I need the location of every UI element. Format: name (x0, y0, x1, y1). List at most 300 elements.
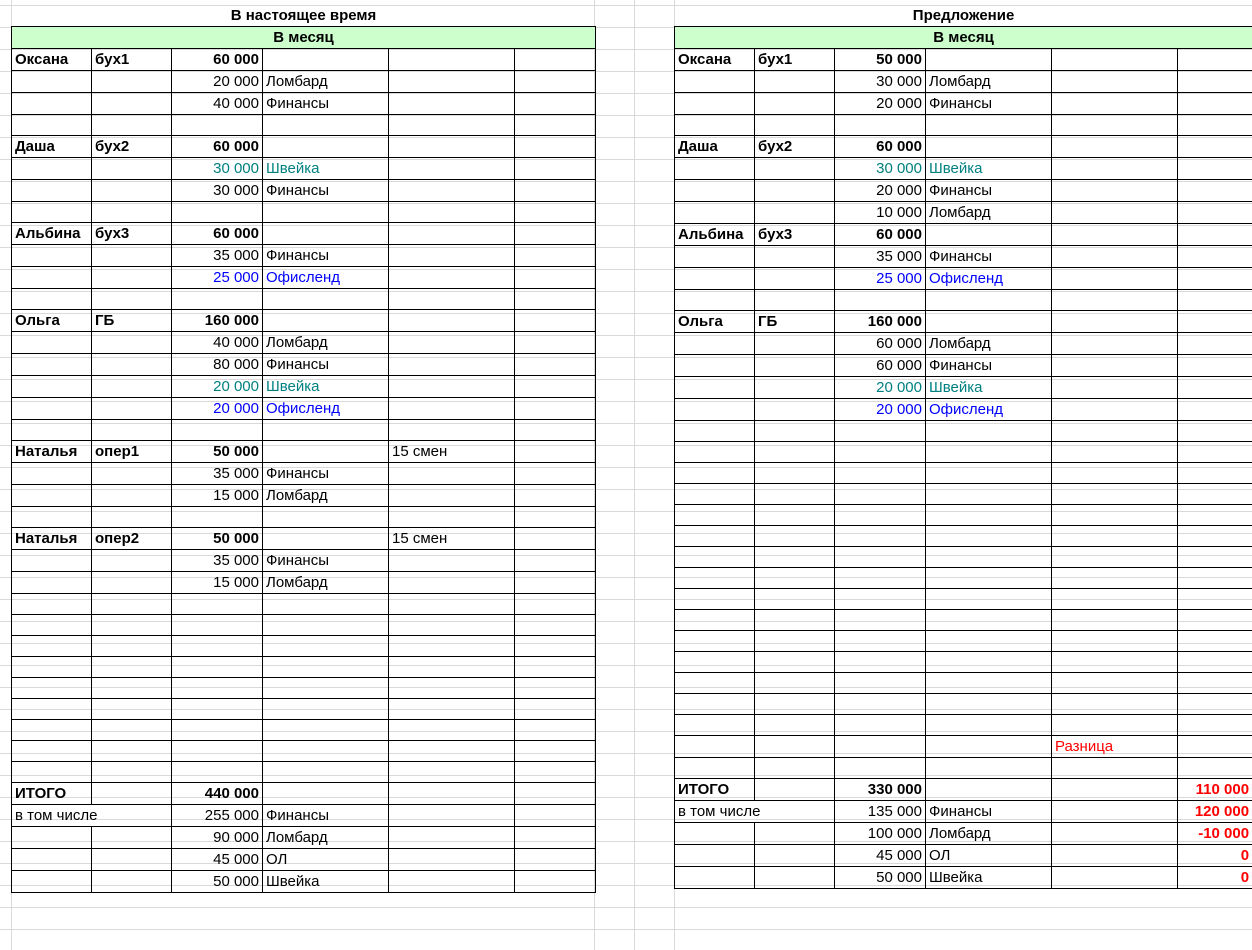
cell-d[interactable] (926, 115, 1052, 136)
cell-d[interactable] (926, 758, 1052, 779)
cell-d[interactable] (926, 631, 1052, 652)
cell-c[interactable] (172, 115, 263, 136)
cell-f[interactable] (515, 615, 596, 636)
cell-a[interactable] (675, 526, 755, 547)
cell-c[interactable]: 45 000 (835, 845, 926, 867)
cell-e[interactable] (1052, 631, 1178, 652)
cell-e[interactable] (389, 657, 515, 678)
cell-e[interactable] (1052, 652, 1178, 673)
cell-f[interactable] (1178, 526, 1252, 547)
cell-c[interactable]: 40 000 (172, 332, 263, 354)
cell-a[interactable] (12, 71, 92, 93)
cell-a[interactable]: ИТОГО (12, 783, 92, 805)
cell-e[interactable] (1052, 801, 1178, 823)
cell-c[interactable]: 30 000 (172, 180, 263, 202)
cell-c[interactable]: 255 000 (172, 805, 263, 827)
cell-f[interactable] (1178, 246, 1252, 268)
cell-d[interactable]: Финансы (263, 93, 389, 115)
cell-e[interactable] (389, 245, 515, 267)
cell-d[interactable]: Финансы (926, 355, 1052, 377)
cell-c[interactable] (835, 568, 926, 589)
cell-a[interactable] (675, 290, 755, 311)
cell-b[interactable]: бух2 (755, 136, 835, 158)
cell-c[interactable] (835, 631, 926, 652)
cell-a[interactable] (12, 398, 92, 420)
cell-c[interactable] (835, 736, 926, 758)
cell-e[interactable] (1052, 589, 1178, 610)
cell-e[interactable] (1052, 694, 1178, 715)
cell-b[interactable] (755, 158, 835, 180)
cell-d[interactable]: Швейка (926, 867, 1052, 889)
cell-f[interactable] (1178, 652, 1252, 673)
cell-a[interactable] (675, 589, 755, 610)
cell-e[interactable] (389, 310, 515, 332)
cell-f[interactable] (515, 783, 596, 805)
cell-b[interactable] (755, 779, 835, 801)
cell-a[interactable] (12, 720, 92, 741)
cell-c[interactable]: 60 000 (835, 136, 926, 158)
cell-e[interactable] (1052, 246, 1178, 268)
cell-f[interactable] (515, 762, 596, 783)
cell-b[interactable] (755, 694, 835, 715)
cell-f[interactable] (1178, 180, 1252, 202)
cell-d[interactable]: Офисленд (263, 398, 389, 420)
cell-d[interactable] (926, 224, 1052, 246)
cell-a[interactable] (675, 71, 755, 93)
cell-b[interactable] (92, 332, 172, 354)
cell-b[interactable]: ГБ (755, 311, 835, 333)
cell-d[interactable] (263, 507, 389, 528)
cell-c[interactable] (172, 202, 263, 223)
cell-e[interactable] (389, 158, 515, 180)
cell-b[interactable] (92, 741, 172, 762)
cell-c[interactable] (172, 594, 263, 615)
cell-d[interactable] (263, 636, 389, 657)
cell-c[interactable] (835, 115, 926, 136)
cell-c[interactable]: 50 000 (172, 528, 263, 550)
cell-e[interactable] (389, 289, 515, 310)
cell-e[interactable] (1052, 779, 1178, 801)
cell-c[interactable] (172, 657, 263, 678)
cell-b[interactable] (755, 71, 835, 93)
cell-c[interactable] (835, 421, 926, 442)
cell-b[interactable] (92, 849, 172, 871)
cell-e[interactable] (1052, 526, 1178, 547)
cell-a[interactable] (675, 736, 755, 758)
cell-b[interactable] (92, 657, 172, 678)
cell-d[interactable]: Швейка (926, 377, 1052, 399)
cell-c[interactable] (835, 758, 926, 779)
cell-b[interactable] (92, 71, 172, 93)
cell-e[interactable] (389, 550, 515, 572)
cell-a[interactable] (12, 699, 92, 720)
cell-b[interactable] (755, 355, 835, 377)
cell-e[interactable] (389, 507, 515, 528)
cell-f[interactable] (1178, 568, 1252, 589)
cell-d[interactable]: Финансы (263, 550, 389, 572)
cell-c[interactable] (835, 442, 926, 463)
cell-c[interactable] (172, 699, 263, 720)
cell-a[interactable] (12, 615, 92, 636)
cell-e[interactable] (1052, 845, 1178, 867)
cell-e[interactable]: Разница (1052, 736, 1178, 758)
cell-e[interactable] (1052, 290, 1178, 311)
cell-d[interactable] (263, 678, 389, 699)
cell-d[interactable]: Ломбард (263, 485, 389, 507)
cell-e[interactable] (389, 699, 515, 720)
cell-b[interactable] (755, 610, 835, 631)
cell-c[interactable] (835, 715, 926, 736)
cell-a[interactable] (675, 867, 755, 889)
cell-f[interactable] (1178, 202, 1252, 224)
cell-d[interactable] (263, 762, 389, 783)
cell-c[interactable] (835, 463, 926, 484)
cell-e[interactable] (1052, 333, 1178, 355)
cell-e[interactable] (389, 720, 515, 741)
cell-b[interactable] (92, 485, 172, 507)
cell-e[interactable] (1052, 93, 1178, 115)
cell-d[interactable]: Финансы (926, 180, 1052, 202)
cell-b[interactable] (755, 333, 835, 355)
cell-b[interactable] (92, 720, 172, 741)
cell-b[interactable] (755, 867, 835, 889)
cell-b[interactable] (92, 762, 172, 783)
cell-b[interactable] (755, 180, 835, 202)
cell-c[interactable]: 330 000 (835, 779, 926, 801)
cell-b[interactable] (755, 484, 835, 505)
cell-a[interactable] (675, 463, 755, 484)
cell-a[interactable] (12, 762, 92, 783)
cell-a[interactable] (12, 741, 92, 762)
cell-b[interactable] (755, 246, 835, 268)
cell-b[interactable]: опер1 (92, 441, 172, 463)
cell-a[interactable] (675, 421, 755, 442)
cell-b[interactable] (755, 268, 835, 290)
cell-c[interactable]: 60 000 (835, 224, 926, 246)
cell-f[interactable] (515, 267, 596, 289)
cell-a[interactable] (675, 505, 755, 526)
cell-a[interactable] (675, 442, 755, 463)
cell-d[interactable]: Ломбард (926, 202, 1052, 224)
cell-a[interactable]: Оксана (675, 49, 755, 71)
cell-c[interactable]: 10 000 (835, 202, 926, 224)
cell-d[interactable]: Финансы (263, 463, 389, 485)
cell-a[interactable] (675, 484, 755, 505)
cell-b[interactable] (755, 442, 835, 463)
cell-f[interactable] (515, 354, 596, 376)
cell-e[interactable] (389, 267, 515, 289)
cell-f[interactable] (515, 827, 596, 849)
cell-f[interactable] (515, 463, 596, 485)
cell-b[interactable] (755, 547, 835, 568)
cell-e[interactable] (389, 805, 515, 827)
cell-b[interactable] (92, 376, 172, 398)
cell-d[interactable]: ОЛ (263, 849, 389, 871)
cell-a[interactable] (12, 550, 92, 572)
cell-d[interactable] (263, 202, 389, 223)
cell-e[interactable] (389, 136, 515, 158)
cell-d[interactable] (263, 741, 389, 762)
cell-d[interactable] (926, 49, 1052, 71)
cell-f[interactable] (515, 158, 596, 180)
cell-d[interactable] (926, 694, 1052, 715)
cell-a[interactable]: Ольга (675, 311, 755, 333)
cell-a[interactable] (675, 673, 755, 694)
cell-c[interactable] (172, 636, 263, 657)
cell-d[interactable] (926, 463, 1052, 484)
cell-b[interactable]: опер2 (92, 528, 172, 550)
cell-d[interactable] (263, 310, 389, 332)
cell-d[interactable]: Ломбард (926, 333, 1052, 355)
cell-e[interactable] (389, 420, 515, 441)
cell-a[interactable]: Альбина (12, 223, 92, 245)
cell-e[interactable] (389, 354, 515, 376)
cell-f[interactable] (515, 115, 596, 136)
cell-e[interactable] (389, 49, 515, 71)
cell-d[interactable] (926, 589, 1052, 610)
cell-b[interactable] (755, 377, 835, 399)
cell-c[interactable]: 135 000 (835, 801, 926, 823)
cell-a[interactable] (675, 355, 755, 377)
cell-f[interactable] (1178, 442, 1252, 463)
cell-e[interactable] (1052, 224, 1178, 246)
cell-a[interactable] (12, 376, 92, 398)
cell-c[interactable] (835, 547, 926, 568)
cell-b[interactable] (92, 420, 172, 441)
cell-c[interactable] (835, 290, 926, 311)
cell-f[interactable] (515, 550, 596, 572)
cell-a[interactable]: Оксана (12, 49, 92, 71)
cell-d[interactable] (926, 547, 1052, 568)
cell-e[interactable] (1052, 715, 1178, 736)
cell-b[interactable]: бух3 (92, 223, 172, 245)
cell-d[interactable]: Ломбард (926, 71, 1052, 93)
cell-d[interactable]: Швейка (926, 158, 1052, 180)
cell-c[interactable] (172, 720, 263, 741)
cell-b[interactable] (92, 594, 172, 615)
cell-d[interactable]: Швейка (263, 871, 389, 893)
cell-e[interactable] (1052, 610, 1178, 631)
cell-d[interactable] (926, 484, 1052, 505)
cell-e[interactable] (389, 594, 515, 615)
cell-a[interactable] (675, 845, 755, 867)
cell-d[interactable]: Офисленд (926, 268, 1052, 290)
cell-d[interactable] (926, 610, 1052, 631)
cell-c[interactable] (172, 678, 263, 699)
cell-f[interactable] (1178, 589, 1252, 610)
cell-b[interactable] (755, 758, 835, 779)
cell-b[interactable] (92, 289, 172, 310)
cell-c[interactable]: 90 000 (172, 827, 263, 849)
cell-f[interactable]: 110 000 (1178, 779, 1252, 801)
cell-f[interactable] (515, 398, 596, 420)
cell-c[interactable] (172, 507, 263, 528)
cell-e[interactable] (389, 849, 515, 871)
cell-a[interactable] (12, 849, 92, 871)
cell-a[interactable] (12, 871, 92, 893)
cell-b[interactable] (92, 202, 172, 223)
cell-b[interactable] (92, 93, 172, 115)
cell-f[interactable] (515, 849, 596, 871)
cell-a[interactable] (12, 463, 92, 485)
cell-a[interactable] (12, 267, 92, 289)
cell-e[interactable] (389, 485, 515, 507)
cell-f[interactable]: 0 (1178, 845, 1252, 867)
cell-b[interactable] (755, 421, 835, 442)
cell-e[interactable] (1052, 505, 1178, 526)
cell-c[interactable]: 50 000 (172, 441, 263, 463)
cell-a[interactable] (12, 180, 92, 202)
cell-f[interactable] (515, 657, 596, 678)
cell-e[interactable] (1052, 823, 1178, 845)
cell-d[interactable] (263, 136, 389, 158)
cell-a[interactable] (12, 332, 92, 354)
cell-f[interactable] (1178, 463, 1252, 484)
cell-d[interactable] (926, 311, 1052, 333)
cell-d[interactable]: Ломбард (263, 71, 389, 93)
cell-f[interactable] (515, 420, 596, 441)
cell-f[interactable] (1178, 484, 1252, 505)
cell-a[interactable] (675, 377, 755, 399)
cell-f[interactable] (1178, 136, 1252, 158)
cell-a[interactable] (675, 758, 755, 779)
cell-c[interactable] (835, 589, 926, 610)
cell-a[interactable] (12, 245, 92, 267)
cell-d[interactable]: Ломбард (263, 572, 389, 594)
cell-f[interactable] (1178, 158, 1252, 180)
cell-a[interactable] (12, 657, 92, 678)
cell-e[interactable] (389, 202, 515, 223)
cell-d[interactable] (263, 420, 389, 441)
cell-c[interactable]: 35 000 (172, 463, 263, 485)
cell-b[interactable] (92, 678, 172, 699)
cell-a[interactable]: Наталья (12, 528, 92, 550)
cell-e[interactable]: 15 смен (389, 528, 515, 550)
cell-a[interactable] (675, 694, 755, 715)
cell-e[interactable] (1052, 421, 1178, 442)
cell-b[interactable] (92, 463, 172, 485)
cell-e[interactable] (389, 115, 515, 136)
cell-e[interactable] (389, 678, 515, 699)
cell-d[interactable] (263, 49, 389, 71)
cell-c[interactable]: 60 000 (835, 355, 926, 377)
cell-f[interactable] (1178, 93, 1252, 115)
cell-a[interactable] (675, 399, 755, 421)
cell-b[interactable] (755, 115, 835, 136)
cell-b[interactable]: ГБ (92, 310, 172, 332)
cell-a[interactable] (675, 547, 755, 568)
cell-a[interactable] (12, 420, 92, 441)
cell-a[interactable]: Ольга (12, 310, 92, 332)
cell-b[interactable] (755, 290, 835, 311)
cell-f[interactable] (515, 136, 596, 158)
cell-d[interactable] (926, 568, 1052, 589)
cell-c[interactable]: 20 000 (172, 398, 263, 420)
cell-d[interactable] (263, 289, 389, 310)
cell-c[interactable] (835, 505, 926, 526)
cell-f[interactable] (1178, 631, 1252, 652)
cell-d[interactable] (926, 442, 1052, 463)
cell-c[interactable]: 30 000 (835, 71, 926, 93)
cell-d[interactable] (926, 421, 1052, 442)
cell-c[interactable]: 20 000 (835, 93, 926, 115)
cell-f[interactable] (515, 223, 596, 245)
cell-b[interactable]: бух1 (92, 49, 172, 71)
cell-c[interactable] (172, 762, 263, 783)
cell-a[interactable] (12, 678, 92, 699)
cell-d[interactable] (263, 115, 389, 136)
cell-f[interactable] (515, 871, 596, 893)
cell-b[interactable] (92, 783, 172, 805)
cell-b[interactable] (92, 115, 172, 136)
cell-c[interactable]: 440 000 (172, 783, 263, 805)
cell-a[interactable] (675, 610, 755, 631)
cell-b[interactable] (92, 827, 172, 849)
cell-f[interactable] (515, 289, 596, 310)
cell-f[interactable] (515, 741, 596, 762)
cell-e[interactable] (1052, 71, 1178, 93)
cell-d[interactable]: Финансы (263, 354, 389, 376)
cell-b[interactable] (755, 93, 835, 115)
cell-a[interactable] (12, 485, 92, 507)
cell-a[interactable] (675, 93, 755, 115)
cell-d[interactable] (926, 736, 1052, 758)
cell-d[interactable]: Финансы (926, 801, 1052, 823)
cell-d[interactable]: Ломбард (926, 823, 1052, 845)
cell-f[interactable] (515, 636, 596, 657)
cell-b[interactable] (92, 871, 172, 893)
cell-e[interactable] (1052, 180, 1178, 202)
cell-c[interactable] (835, 694, 926, 715)
cell-a[interactable] (675, 158, 755, 180)
cell-d[interactable] (926, 526, 1052, 547)
cell-c[interactable] (172, 741, 263, 762)
cell-a[interactable] (12, 354, 92, 376)
cell-f[interactable] (1178, 224, 1252, 246)
cell-d[interactable]: Финансы (926, 246, 1052, 268)
cell-c[interactable]: 20 000 (835, 180, 926, 202)
cell-e[interactable] (1052, 442, 1178, 463)
cell-c[interactable]: 100 000 (835, 823, 926, 845)
cell-b[interactable] (755, 736, 835, 758)
cell-e[interactable] (1052, 311, 1178, 333)
cell-f[interactable] (515, 441, 596, 463)
cell-f[interactable] (515, 376, 596, 398)
cell-b[interactable] (92, 572, 172, 594)
cell-e[interactable] (389, 741, 515, 762)
cell-a[interactable] (675, 246, 755, 268)
cell-c[interactable]: 45 000 (172, 849, 263, 871)
cell-b[interactable] (92, 550, 172, 572)
cell-c[interactable] (172, 289, 263, 310)
cell-b[interactable]: бух2 (92, 136, 172, 158)
cell-f[interactable] (515, 310, 596, 332)
cell-b[interactable] (755, 652, 835, 673)
cell-e[interactable] (1052, 268, 1178, 290)
cell-c[interactable] (835, 673, 926, 694)
cell-e[interactable]: 15 смен (389, 441, 515, 463)
cell-e[interactable] (1052, 136, 1178, 158)
cell-e[interactable] (389, 762, 515, 783)
cell-e[interactable] (389, 827, 515, 849)
cell-c[interactable] (835, 652, 926, 673)
cell-f[interactable] (1178, 399, 1252, 421)
cell-a[interactable] (12, 115, 92, 136)
cell-a[interactable] (12, 636, 92, 657)
cell-d[interactable] (926, 136, 1052, 158)
cell-b[interactable] (92, 699, 172, 720)
cell-b[interactable] (755, 673, 835, 694)
